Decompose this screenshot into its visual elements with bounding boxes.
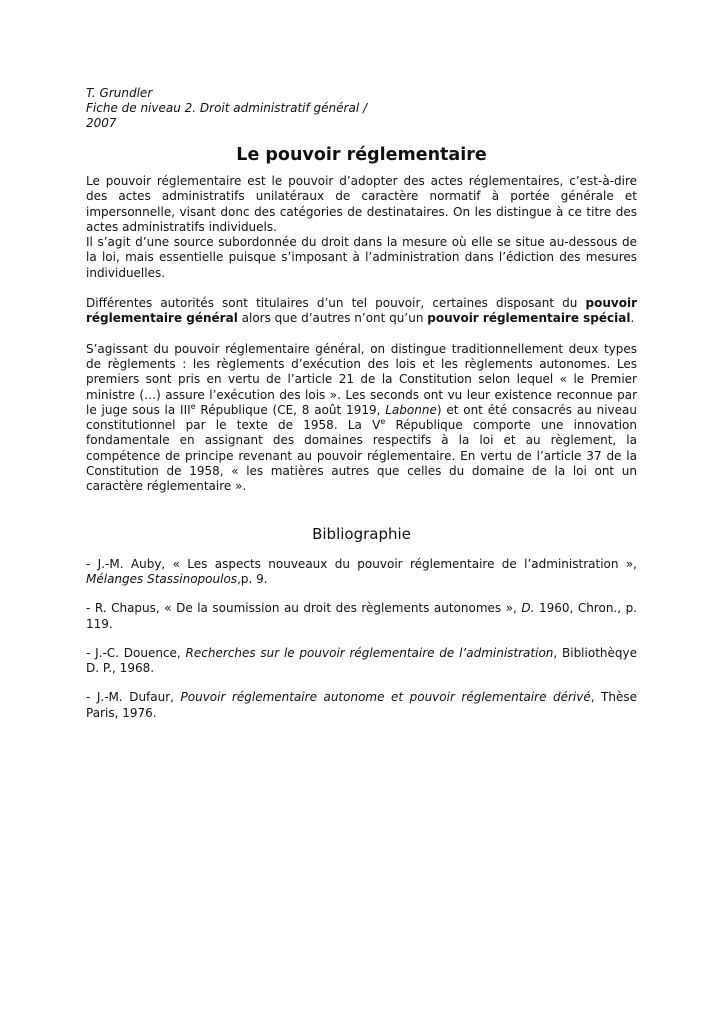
text-segment: ) et ont été consacrés au niveau constitutionnel par le texte de 1958. La V	[86, 402, 637, 433]
bibliography-item	[86, 601, 637, 632]
bibliography-heading: Bibliographie	[312, 524, 411, 543]
text-segment: alors que d’autres n’ont qu’un	[237, 311, 428, 326]
ref-italic: Recherches sur le pouvoir réglementaire de l’administration	[185, 645, 554, 660]
italic-case-name: Labonne	[385, 402, 437, 417]
paragraph-definition	[86, 174, 637, 281]
text-segment: République (CE, 8 août 1919,	[195, 402, 386, 417]
ref-text: - J.-M. Auby, « Les aspects nouveaux du pouvoir réglementaire de l’administration »,	[86, 556, 637, 571]
paragraph-authorities	[86, 296, 637, 327]
text-segment: République comporte une innovation fondamentale en assignant des domaines respectifs à la loi et au règlement, la compétence de principe revenant au pouvoir réglementaire. En vertu de l’article 37 de la Constitution de 1958, « les matières autres que celles du domaine de la loi ont un caractère réglementaire ».	[86, 418, 637, 494]
document-page	[86, 86, 637, 735]
bibliography-item	[86, 557, 637, 588]
ref-italic: Pouvoir réglementaire autonome et pouvoir réglementaire dérivé	[180, 690, 591, 705]
bold-term-general: pouvoir réglementaire général	[86, 296, 637, 326]
bibliography-item	[86, 646, 637, 677]
bibliography-list	[86, 557, 637, 721]
superscript: e	[380, 417, 386, 427]
ref-italic: D.	[521, 601, 535, 616]
text-segment: S’agissant du pouvoir réglementaire général, on distingue traditionnellement deux types de règlements : les règlements d’exécution des lois et les règlements autonomes. Les premiers sont pris en vertu de l’article 21 de la Constitution selon lequel « le Premier ministre (…) assure l’exécution des lois ». Les seconds ont vu leur existence reconnue par le juge sous la III	[86, 341, 637, 417]
ref-text: ,p. 9.	[237, 571, 268, 586]
ref-text: - J.-C. Douence,	[86, 645, 186, 660]
paragraph-general-power	[86, 342, 637, 495]
document-header	[86, 86, 637, 131]
year-line: 2007	[86, 116, 117, 130]
ref-text: , Thèse Paris, 1976.	[86, 690, 638, 720]
ref-text: , Bibliothèqye D. P., 1968.	[86, 645, 637, 676]
bold-term-special: pouvoir réglementaire spécial	[427, 311, 631, 326]
ref-text: - R. Chapus, « De la soumission au droit des règlements autonomes »,	[86, 601, 522, 616]
text-segment: Différentes autorités sont titulaires d’un tel pouvoir, certaines disposant du	[86, 296, 586, 311]
paragraph-definition-text: Le pouvoir réglementaire est le pouvoir d’adopter des actes réglementaires, c’est-à-dire des actes administratifs unilatéraux de caractère normatif à portée générale et impersonnelle, visant donc des catégories de destinataires. On les distingue à ce titre des actes administratifs individuels.	[86, 174, 637, 234]
text-segment: .	[630, 311, 635, 326]
bibliography-item	[86, 690, 637, 721]
author-line: T. Grundler	[86, 86, 153, 100]
ref-text: - J.-M. Dufaur,	[86, 690, 181, 705]
course-line: Fiche de niveau 2. Droit administratif général /	[86, 101, 368, 115]
ref-italic: Mélanges Stassinopoulos	[86, 571, 238, 586]
paragraph-subordinate-text: Il s’agit d’une source subordonnée du droit dans la mesure où elle se situe au-dessous de la loi, mais essentielle puisque s’imposant à l’administration dans l’édiction des mesures individuelles.	[86, 235, 637, 280]
superscript: e	[190, 401, 196, 411]
ref-text: 1960, Chron., p. 119.	[86, 601, 637, 631]
page-title: Le pouvoir réglementaire	[236, 145, 487, 165]
